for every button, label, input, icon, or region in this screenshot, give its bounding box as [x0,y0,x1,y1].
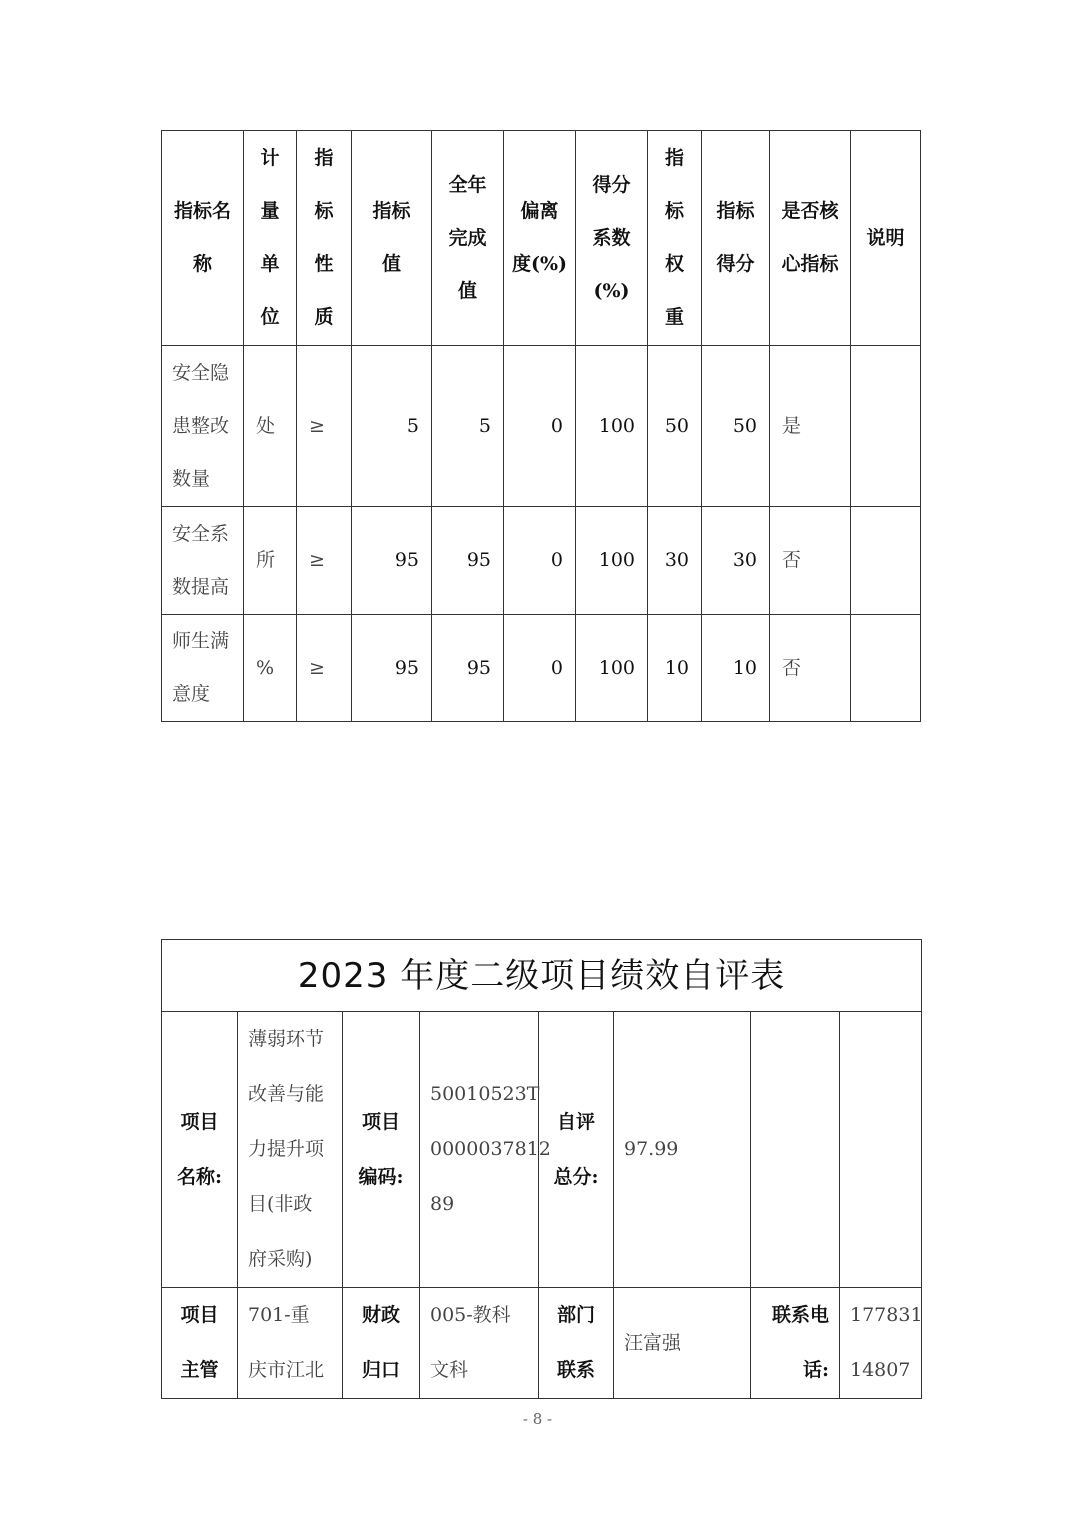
header-cell: 全年 完成 值 [432,131,504,346]
core-indicator-cell: 是 [770,346,851,507]
deviation-cell: 0 [504,615,576,722]
core-indicator-cell: 否 [770,507,851,615]
header-cell: 计 量 单 位 [244,131,297,346]
note-cell [851,507,921,615]
header-cell: 指标名 称 [162,131,244,346]
header-cell: 是否核 心指标 [770,131,851,346]
form-title: 2023 年度二级项目绩效自评表 [162,940,922,1012]
actual-value-cell: 95 [432,615,504,722]
phone-label: 联系电 话: [751,1288,840,1399]
core-indicator-cell: 否 [770,615,851,722]
deviation-cell: 0 [504,346,576,507]
note-cell [851,346,921,507]
indicator-name-cell: 安全隐 患整改 数量 [162,346,244,507]
finance-label: 财政 归口 [343,1288,420,1399]
indicator-name-cell: 师生满 意度 [162,615,244,722]
coefficient-cell: 100 [576,346,648,507]
self-evaluation-form [161,939,922,1399]
header-cell: 得分 系数 (%) [576,131,648,346]
header-cell: 说明 [851,131,921,346]
nature-cell: ≥ [297,346,352,507]
table-header-row [162,131,921,346]
coefficient-cell: 100 [576,615,648,722]
project-code-value: 50010523T 0000037812 89 [420,1012,539,1288]
project-code-label: 项目 编码: [343,1012,420,1288]
department-value: 701-重 庆市江北 [238,1288,343,1399]
empty-cell [751,1012,840,1288]
empty-cell [840,1012,922,1288]
coefficient-cell: 100 [576,507,648,615]
unit-cell: 处 [244,346,297,507]
department-label: 项目 主管 [162,1288,238,1399]
target-value-cell: 95 [352,507,432,615]
form-row [162,1012,922,1288]
unit-cell: 所 [244,507,297,615]
page-number: - 8 - [522,1410,553,1428]
score-cell: 10 [702,615,770,722]
target-value-cell: 5 [352,346,432,507]
table-row [162,507,921,615]
phone-value: 177831 14807 [840,1288,922,1399]
nature-cell: ≥ [297,507,352,615]
weight-cell: 50 [648,346,702,507]
header-cell: 指 标 性 质 [297,131,352,346]
form-title-row [162,940,922,1012]
weight-cell: 30 [648,507,702,615]
contact-label: 部门 联系 [539,1288,614,1399]
target-value-cell: 95 [352,615,432,722]
score-cell: 50 [702,346,770,507]
header-cell: 指标 值 [352,131,432,346]
finance-value: 005-教科 文科 [420,1288,539,1399]
project-name-label: 项目 名称: [162,1012,238,1288]
actual-value-cell: 5 [432,346,504,507]
total-score-label: 自评 总分: [539,1012,614,1288]
table-row [162,615,921,722]
actual-value-cell: 95 [432,507,504,615]
table-row [162,346,921,507]
project-name-value: 薄弱环节 改善与能 力提升项 目(非政 府采购) [238,1012,343,1288]
form-row [162,1288,922,1399]
nature-cell: ≥ [297,615,352,722]
contact-value: 汪富强 [614,1288,751,1399]
indicator-table [161,130,921,722]
indicator-name-cell: 安全系 数提高 [162,507,244,615]
score-cell: 30 [702,507,770,615]
total-score-value: 97.99 [614,1012,751,1288]
deviation-cell: 0 [504,507,576,615]
weight-cell: 10 [648,615,702,722]
header-cell: 指标 得分 [702,131,770,346]
note-cell [851,615,921,722]
header-cell: 偏离 度(%) [504,131,576,346]
unit-cell: % [244,615,297,722]
header-cell: 指 标 权 重 [648,131,702,346]
